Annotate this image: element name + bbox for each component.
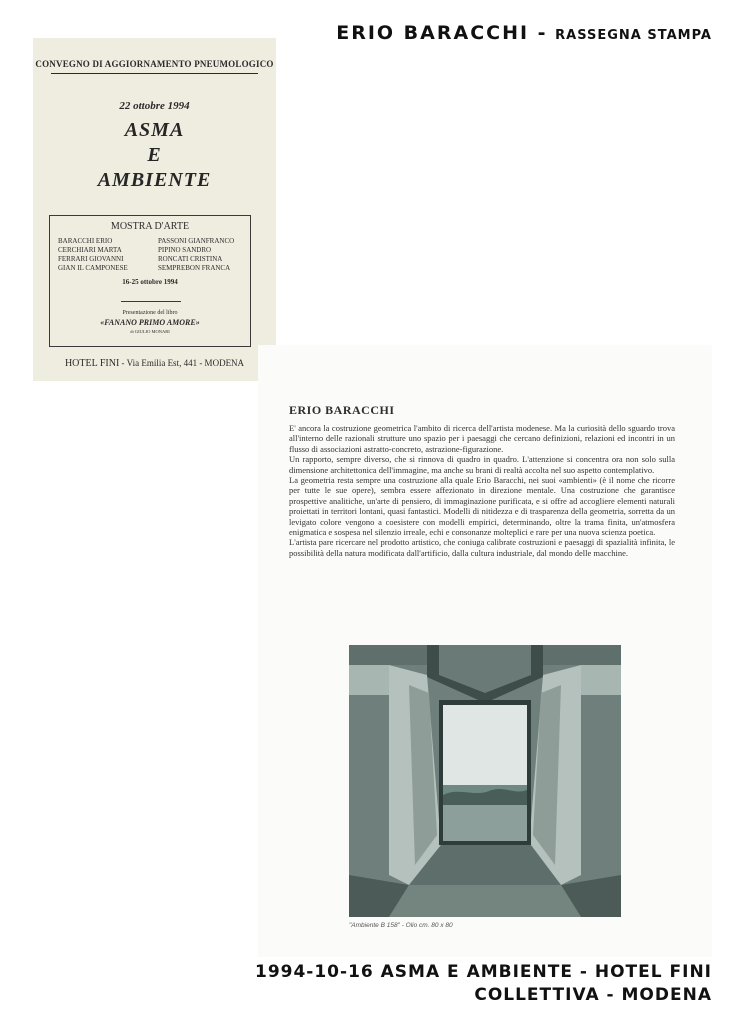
footer-line-2: COLLETTIVA - MODENA	[474, 985, 712, 1005]
artwork-image	[349, 645, 621, 917]
header-title-sub: RASSEGNA STAMPA	[555, 28, 712, 43]
event-title-line: ASMA	[124, 119, 185, 141]
artist-name: BARACCHI ERIO	[58, 237, 113, 245]
divider	[51, 73, 258, 74]
article-paragraph: Un rapporto, sempre diverso, che si rinnova di quadro in quadro. L'attenzione si concentra ora non solo sulla dimensione architettonica dell'immagine, ma anche su brani di realtà accolta nel suo aspetto contemplativo.	[289, 454, 675, 475]
artist-name: RONCATI CRISTINA	[158, 255, 223, 263]
book-presentation-label: Presentazione del libro	[122, 310, 178, 316]
event-name: CONVEGNO DI AGGIORNAMENTO PNEUMOLOGICO	[35, 59, 274, 69]
exhibition-heading: MOSTRA D'ARTE	[110, 221, 190, 232]
event-date: 22 ottobre 1994	[119, 100, 190, 112]
book-title: «FANANO PRIMO AMORE»	[100, 318, 200, 327]
event-program-card	[33, 38, 276, 381]
artwork-painting	[349, 645, 621, 917]
article-paragraph: E' ancora la costruzione geometrica l'ambito di ricerca dell'artista modenese. Ma la curiosità dello sguardo trova all'interno delle razionali strutture uno spazio per i paesaggi che cercano definizioni, relazioni ed incontri in un flusso di associazioni astratto-concreto, astrazione-figurazione.	[289, 423, 675, 454]
divider	[121, 301, 181, 302]
header-title-main: ERIO BARACCHI -	[336, 22, 548, 44]
artist-name: PIPINO SANDRO	[158, 246, 212, 254]
footer-line-1: 1994-10-16 ASMA E AMBIENTE - HOTEL FINI	[254, 962, 712, 982]
book-author: di GIULIO MONARI	[130, 329, 170, 334]
article-heading: ERIO BARACCHI	[289, 403, 395, 417]
artists-column-right	[158, 237, 234, 273]
event-title-line: E	[147, 144, 162, 166]
article-body	[289, 423, 675, 558]
page-header-title	[336, 22, 712, 44]
exhibition-box	[49, 215, 251, 347]
venue-name: HOTEL FINI	[64, 358, 120, 369]
artist-name: FERRARI GIOVANNI	[58, 255, 124, 263]
artwork-caption: "Ambiente B 158" - Olio cm. 80 x 80	[349, 922, 453, 929]
venue	[33, 358, 276, 369]
exhibition-dates: 16-25 ottobre 1994	[122, 278, 178, 286]
venue-address: - Via Emilia Est, 441 - MODENA	[121, 358, 245, 368]
artists-column-left	[58, 237, 128, 273]
artist-name: PASSONI GIANFRANCO	[158, 237, 235, 245]
event-title	[33, 118, 276, 193]
article-paragraph: La geometria resta sempre una costruzione alla quale Erio Baracchi, nei suoi «ambienti» (è il nome che ricorre per tutte le sue opere), sembra essere affezionato in direzione mentale. Una costruzione che garantisce prospettive analitiche, un'arte di pensiero, di immaginazione purificata, e si offre ad accogliere elementi naturali proiettati in territori lontani, quasi fantastici. Modelli di nitidezza e di trasparenza della geometria, sorretta da un levigato colore vengono a coesistere con modelli empirici, determinando, oltre la trama finita, un'atmosfera enigmatica e sospesa nel silenzio irreale, echi e consonanze molteplici e rare per una nuova scienza poetica.	[289, 475, 675, 538]
article-paragraph: L'artista pare ricercare nel prodotto artistico, che coniuga calibrate costruzioni e paesaggi di spazialità infinita, le possibilità della natura modificata dall'artificio, dalla cultura industriale, dal mondo delle macchine.	[289, 537, 675, 558]
event-title-line: AMBIENTE	[97, 169, 212, 191]
artist-name: SEMPREBON FRANCA	[158, 264, 231, 272]
artist-name: GIAN IL CAMPONESE	[58, 264, 128, 272]
artist-name: CERCHIARI MARTA	[58, 246, 122, 254]
